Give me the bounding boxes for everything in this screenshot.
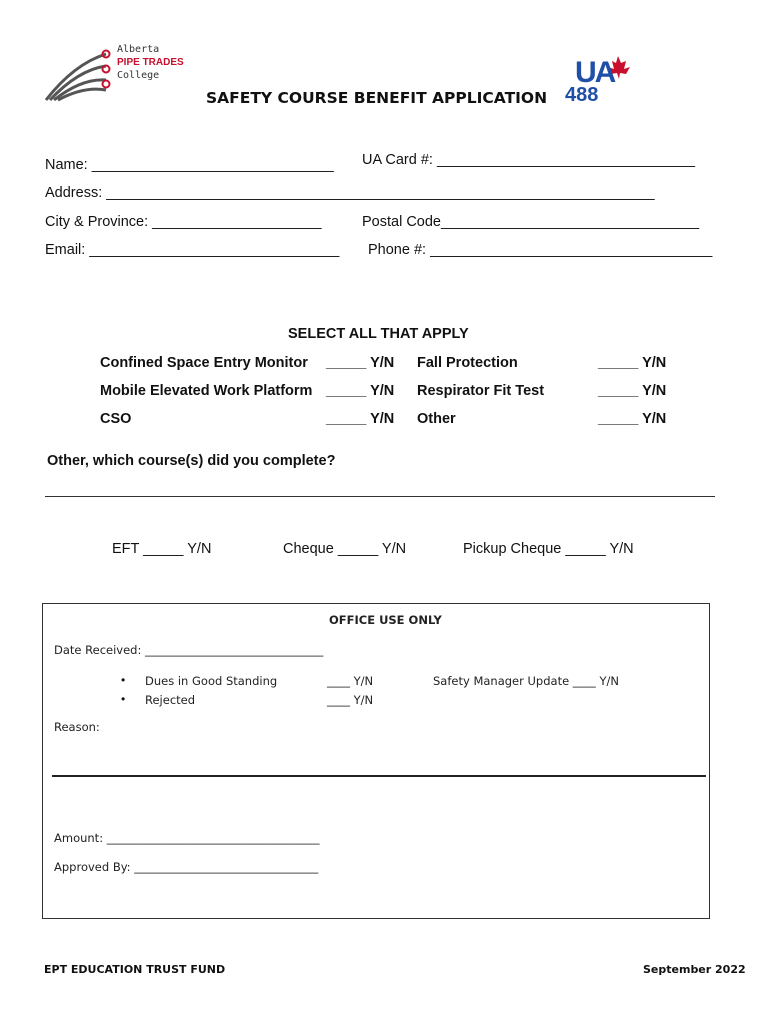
cheque-option[interactable]: Cheque _____ Y/N xyxy=(283,541,407,557)
ua-card-field[interactable]: UA Card #: ________________________________ xyxy=(362,152,696,168)
course-yn-mewp[interactable]: _____ Y/N xyxy=(326,383,395,399)
ua-logo-number: 488 xyxy=(565,84,599,106)
footer-left: EPT EDUCATION TRUST FUND xyxy=(44,963,226,976)
eft-option[interactable]: EFT _____ Y/N xyxy=(112,541,212,557)
amount-field[interactable]: Amount: _____________________________________ xyxy=(54,831,320,845)
other-course-question: Other, which course(s) did you complete? xyxy=(47,453,336,469)
course-yn-fall-protection[interactable]: _____ Y/N xyxy=(598,355,667,371)
email-field[interactable]: Email: _______________________________ xyxy=(45,242,340,258)
safety-manager-update-field[interactable]: Safety Manager Update ____ Y/N xyxy=(433,674,619,688)
rejected-label: Rejected xyxy=(145,693,196,707)
course-yn-respirator[interactable]: _____ Y/N xyxy=(598,383,667,399)
course-label-fall-protection: Fall Protection xyxy=(417,355,518,371)
bullet-icon: • xyxy=(121,692,126,706)
address-field[interactable]: Address: ____________________________________________________________________ xyxy=(45,185,655,201)
office-use-heading: OFFICE USE ONLY xyxy=(329,613,442,627)
ua-logo-text: UA xyxy=(575,56,615,89)
date-received-field[interactable]: Date Received: _______________________________ xyxy=(54,643,324,657)
apt-logo-text-3: College xyxy=(117,70,160,81)
dues-yn-field[interactable]: ____ Y/N xyxy=(327,674,374,688)
footer-right: September 2022 xyxy=(643,963,746,976)
pickup-cheque-option[interactable]: Pickup Cheque _____ Y/N xyxy=(463,541,634,557)
bullet-icon: • xyxy=(121,673,126,687)
select-heading: SELECT ALL THAT APPLY xyxy=(288,326,469,342)
course-label-mewp: Mobile Elevated Work Platform xyxy=(100,383,313,399)
course-yn-other[interactable]: _____ Y/N xyxy=(598,411,667,427)
course-label-cso: CSO xyxy=(100,411,132,427)
apt-logo-text-1: Alberta xyxy=(117,44,160,55)
reason-label: Reason: xyxy=(54,720,100,734)
course-label-other: Other xyxy=(417,411,456,427)
course-label-confined-space: Confined Space Entry Monitor xyxy=(100,355,308,371)
other-course-answer-line[interactable] xyxy=(45,496,715,497)
reason-line[interactable] xyxy=(52,775,706,777)
apt-logo-text-2: PIPE TRADES xyxy=(117,57,184,68)
course-label-respirator: Respirator Fit Test xyxy=(417,383,545,399)
city-province-field[interactable]: City & Province: _____________________ xyxy=(45,214,322,230)
course-yn-cso[interactable]: _____ Y/N xyxy=(326,411,395,427)
phone-field[interactable]: Phone #: ___________________________________ xyxy=(368,242,713,258)
rejected-yn-field[interactable]: ____ Y/N xyxy=(327,693,374,707)
postal-code-field[interactable]: Postal Code________________________________ xyxy=(362,214,700,230)
name-field[interactable]: Name: ______________________________ xyxy=(45,157,334,173)
approved-by-field[interactable]: Approved By: ________________________________ xyxy=(54,860,319,874)
course-yn-confined-space[interactable]: _____ Y/N xyxy=(326,355,395,371)
page-title: SAFETY COURSE BENEFIT APPLICATION xyxy=(206,89,548,107)
dues-label: Dues in Good Standing xyxy=(145,674,278,688)
